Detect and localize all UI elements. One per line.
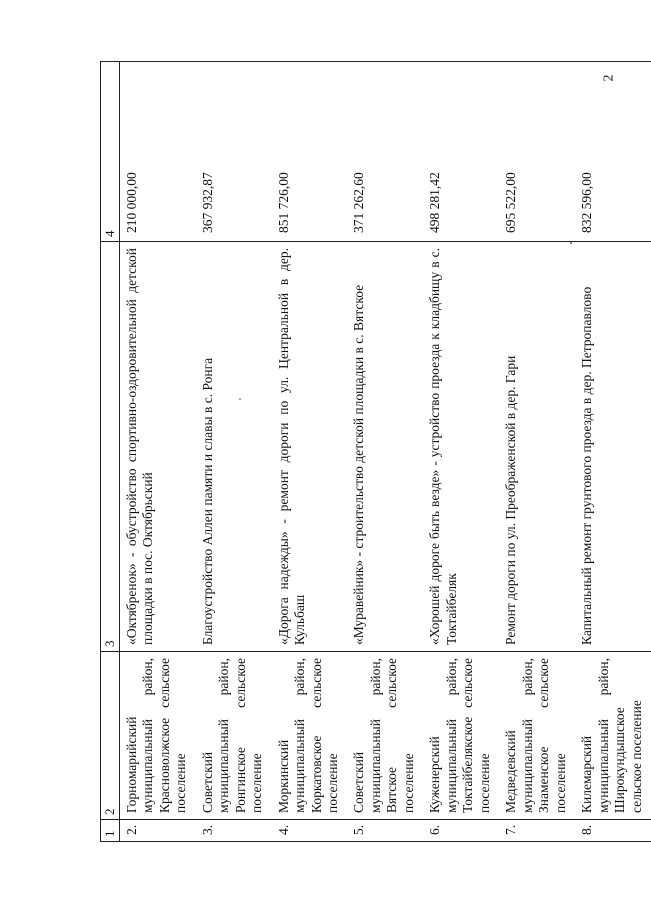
row-number: 7. [499, 820, 575, 842]
table-row [499, 62, 575, 842]
row-amount: 832 596,00 [575, 62, 651, 242]
row-amount: 371 262,60 [347, 62, 423, 242]
row-project: «Октябренок» - обустройство спортивно-оздоровительной детской площадки в пос. Октябрьский [119, 242, 195, 652]
row-amount: 851 726,00 [272, 62, 348, 242]
row-project: «Дорога надежды» - ремонт дороги по ул. Центральной в дер. Кульбаш [272, 242, 348, 652]
row-district: Моркинский муниципальный район, Коркатовское сельское поселение [272, 652, 348, 820]
row-amount: 210 000,00 [119, 62, 195, 242]
row-project: «Хорошей дороге быть везде» - устройство проезда к кладбищу в с. Токтайбеляк [423, 242, 499, 652]
table-body [119, 62, 651, 842]
row-district: Куженерский муниципальный район, Токтайбелякское сельское поселение [423, 652, 499, 820]
row-amount: 367 932,87 [196, 62, 272, 242]
row-district: Медведевский муниципальный район, Знаменское сельское поселение [499, 652, 575, 820]
row-project: Ремонт дороги по ул. Преображенской в дер. Гари [499, 242, 575, 652]
page-number: 2 [601, 74, 617, 82]
column-header-2: 2 [101, 652, 120, 820]
row-number: 5. [347, 820, 423, 842]
row-amount: 498 281,42 [423, 62, 499, 242]
row-district: Советский муниципальный район, Ронгинское сельское поселение [196, 652, 272, 820]
row-project: Благоустройство Аллеи памяти и славы в с. Ронга [196, 242, 272, 652]
row-district: Килемарский муниципальный район, Широкундышское сельское поселение [575, 652, 651, 820]
table-row [272, 62, 348, 842]
column-header-4: 4 [101, 62, 120, 242]
projects-table [100, 61, 651, 842]
row-number: 3. [196, 820, 272, 842]
row-district: Советский муниципальный район, Вятское сельское поселение [347, 652, 423, 820]
row-district: Горномарийский муниципальный район, Красноволжское сельское поселение [119, 652, 195, 820]
scan-speck [570, 242, 572, 244]
row-number: 2. [119, 820, 195, 842]
column-header-1: 1 [101, 820, 120, 842]
table-row [119, 62, 195, 842]
table-row [347, 62, 423, 842]
row-number: 8. [575, 820, 651, 842]
row-project: Капитальный ремонт грунтового проезда в дер. Петропавлово [575, 242, 651, 652]
table-header-row [101, 62, 120, 842]
row-number: 4. [272, 820, 348, 842]
table-row [196, 62, 272, 842]
scan-speck [239, 398, 241, 400]
table-row [575, 62, 651, 842]
table-row [423, 62, 499, 842]
row-number: 6. [423, 820, 499, 842]
column-header-3: 3 [101, 242, 120, 652]
row-project: «Муравейник» - строительство детской площадки в с. Вятское [347, 242, 423, 652]
row-amount: 695 522,00 [499, 62, 575, 242]
